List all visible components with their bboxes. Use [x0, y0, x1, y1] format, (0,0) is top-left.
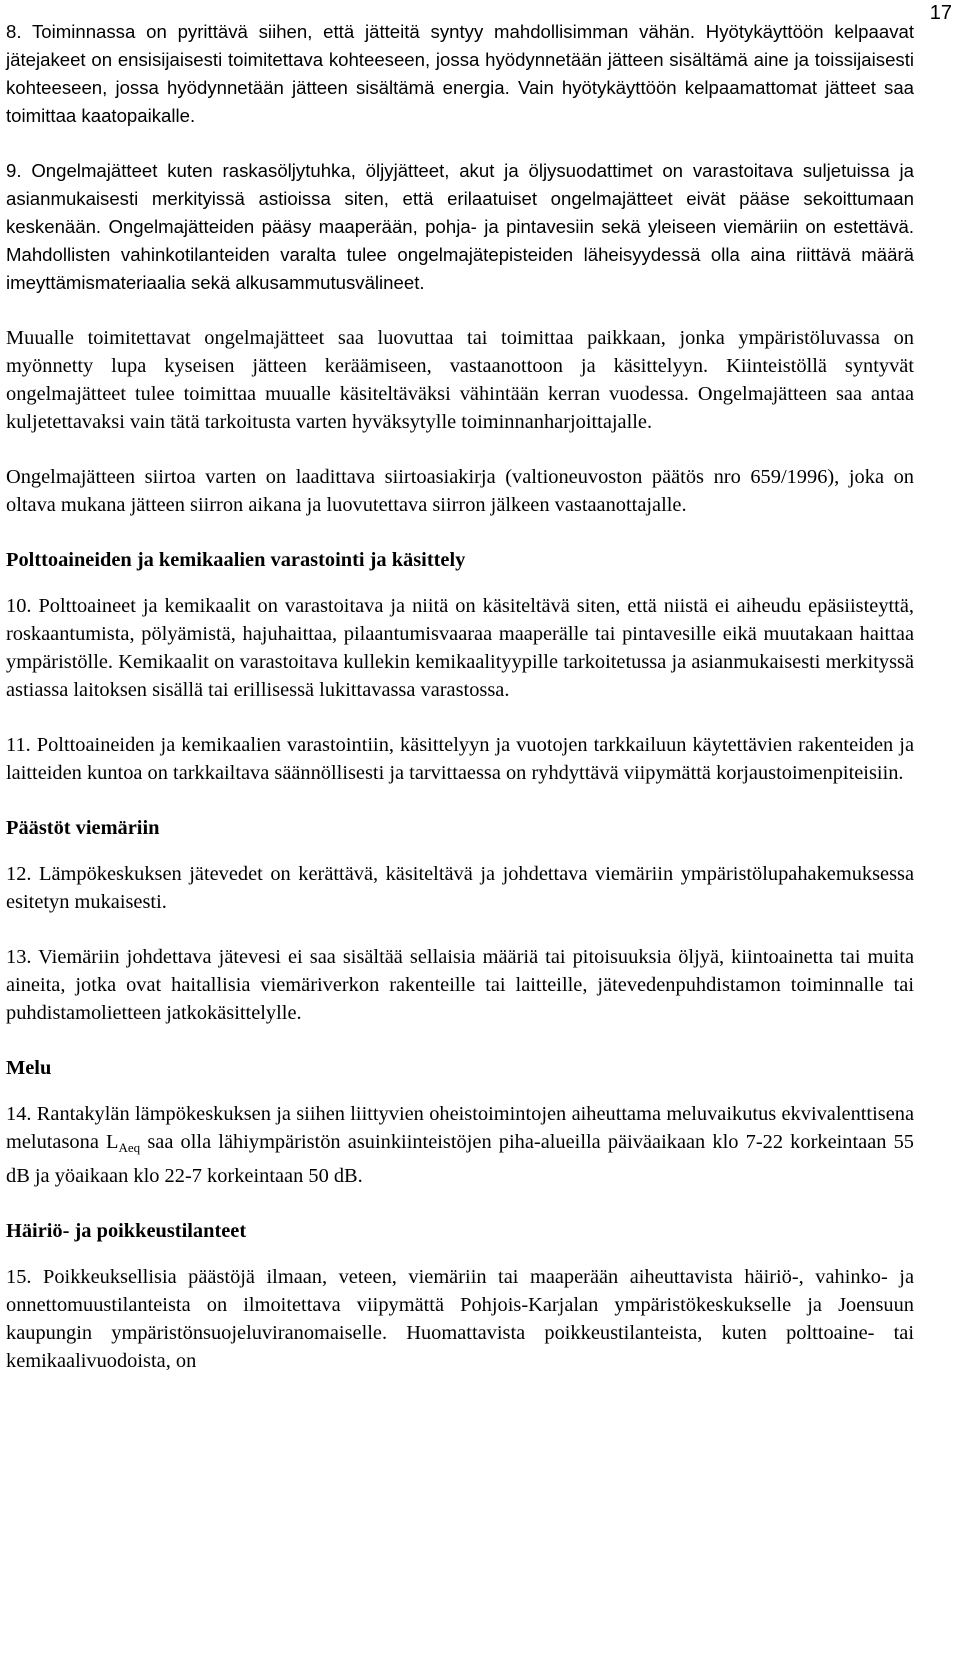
- section-heading-fuels: Polttoaineiden ja kemikaalien varastointi ja käsittely: [6, 549, 466, 571]
- paragraph-10: 10. Polttoaineet ja kemikaalit on varastoitava ja niitä on käsiteltävä siten, että niistä ei aiheudu epäsiisteyttä, roskaantumista, pölyämistä, hajuhaittaa, pilaantumisvaaraa maaperälle tai pintavesille eikä muutakaan haittaa ympäristölle. Kemikaalit on varastoitava kullekin kemikaalityypille tarkoitetussa ja asianmukaisesti merkityssä astiassa laitoksen sisällä tai erillisessä lukittavassa varastossa.: [6, 595, 914, 701]
- section-heading-incidents: Häiriö- ja poikkeustilanteet: [6, 1220, 247, 1242]
- paragraph-11: 11. Polttoaineiden ja kemikaalien varastointiin, käsittelyyn ja vuotojen tarkkailuun käytettävien rakenteiden ja laitteiden kuntoa on tarkkailtava säännöllisesti ja tarvittaessa on ryhdyttävä viipymättä korjaustoimenpiteisiin.: [6, 734, 914, 784]
- document-body: [6, 18, 914, 1402]
- page-number: 17: [929, 2, 952, 24]
- paragraph-9c: Ongelmajätteen siirtoa varten on laadittava siirtoasiakirja (valtioneuvoston päätös nro 659/1996), joka on oltava mukana jätteen siirron aikana ja luovutettava siirron jälkeen vastaanottajalle.: [6, 466, 914, 516]
- paragraph-15: 15. Poikkeuksellisia päästöjä ilmaan, veteen, viemäriin tai maaperään aiheuttavista häiriö-, vahinko- ja onnettomuustilanteista on ilmoitettava viipymättä Pohjois-Karjalan ympäristökeskukselle ja Joensuun kaupungin ympäristönsuojeluviranomaiselle. Huomattavista poikkeustilanteista, kuten polttoaine- tai kemikaalivuodoista, on: [6, 1266, 914, 1372]
- paragraph-9: 9. Ongelmajätteet kuten raskasöljytuhka, öljyjätteet, akut ja öljysuodattimet on varastoitava suljetuissa ja asianmukaisesti merkityissä astioissa siten, että erilaatuiset ongelmajätteet eivät pääse sekoittumaan keskenään. Ongelmajätteiden pääsy maaperään, pohja- ja pintavesiin sekä yleiseen viemäriin on estettävä. Mahdollisten vahinkotilanteiden varalta tulee ongelmajätepisteiden läheisyydessä olla aina riittävä määrä imeyttämismateriaalia sekä alkusammutusvälineet.: [6, 160, 914, 293]
- section-heading-sewer: Päästöt viemäriin: [6, 817, 160, 839]
- paragraph-9b: Muualle toimitettavat ongelmajätteet saa luovuttaa tai toimittaa paikkaan, jonka ympäristöluvassa on myönnetty lupa kyseisen jätteen keräämiseen, vastaanottoon ja käsittelyyn. Kiinteistöllä syntyvät ongelmajätteet tulee toimittaa muualle käsiteltäväksi vähintään kerran vuodessa. Ongelmajätteen saa antaa kuljetettavaksi vain tätä tarkoitusta varten hyväksytylle toiminnanharjoittajalle.: [6, 327, 914, 433]
- paragraph-14-text-a: 14. Rantakylän lämpökeskuksen ja siihen liittyvien oheistoimintojen aiheuttama meluvaikutus ekvivalenttisena melutasona L: [6, 1103, 914, 1153]
- laeq-subscript: Aeq: [118, 1140, 141, 1155]
- section-heading-noise: Melu: [6, 1057, 52, 1079]
- paragraph-8: 8. Toiminnassa on pyrittävä siihen, että jätteitä syntyy mahdollisimman vähän. Hyötykäyttöön kelpaavat jätejakeet on ensisijaisesti toimitettava kohteeseen, jossa hyödynnetään jätteen sisältämä aine ja toissijaisesti kohteeseen, jossa hyödynnetään jätteen sisältämä energia. Vain hyötykäyttöön kelpaamattomat jätteet saa toimittaa kaatopaikalle.: [6, 21, 914, 126]
- paragraph-12: 12. Lämpökeskuksen jätevedet on kerättävä, käsiteltävä ja johdettava viemäriin ympäristölupahakemuksessa esitetyn mukaisesti.: [6, 863, 914, 913]
- paragraph-14: [6, 1100, 914, 1190]
- paragraph-13: 13. Viemäriin johdettava jätevesi ei saa sisältää sellaisia määriä tai pitoisuuksia öljyä, kiintoainetta tai muita aineita, jotka ovat haitallisia viemäriverkon rakenteille tai laitteille, jätevedenpuhdistamon toiminnalle tai puhdistamolietteen jatkokäsittelylle.: [6, 946, 914, 1024]
- paragraph-14-text-b: saa olla lähiympäristön asuinkiinteistöjen piha-alueilla päiväaikaan klo 7-22 korkeintaan 55 dB ja yöaikaan klo 22-7 korkeintaan 50 dB.: [6, 1131, 914, 1187]
